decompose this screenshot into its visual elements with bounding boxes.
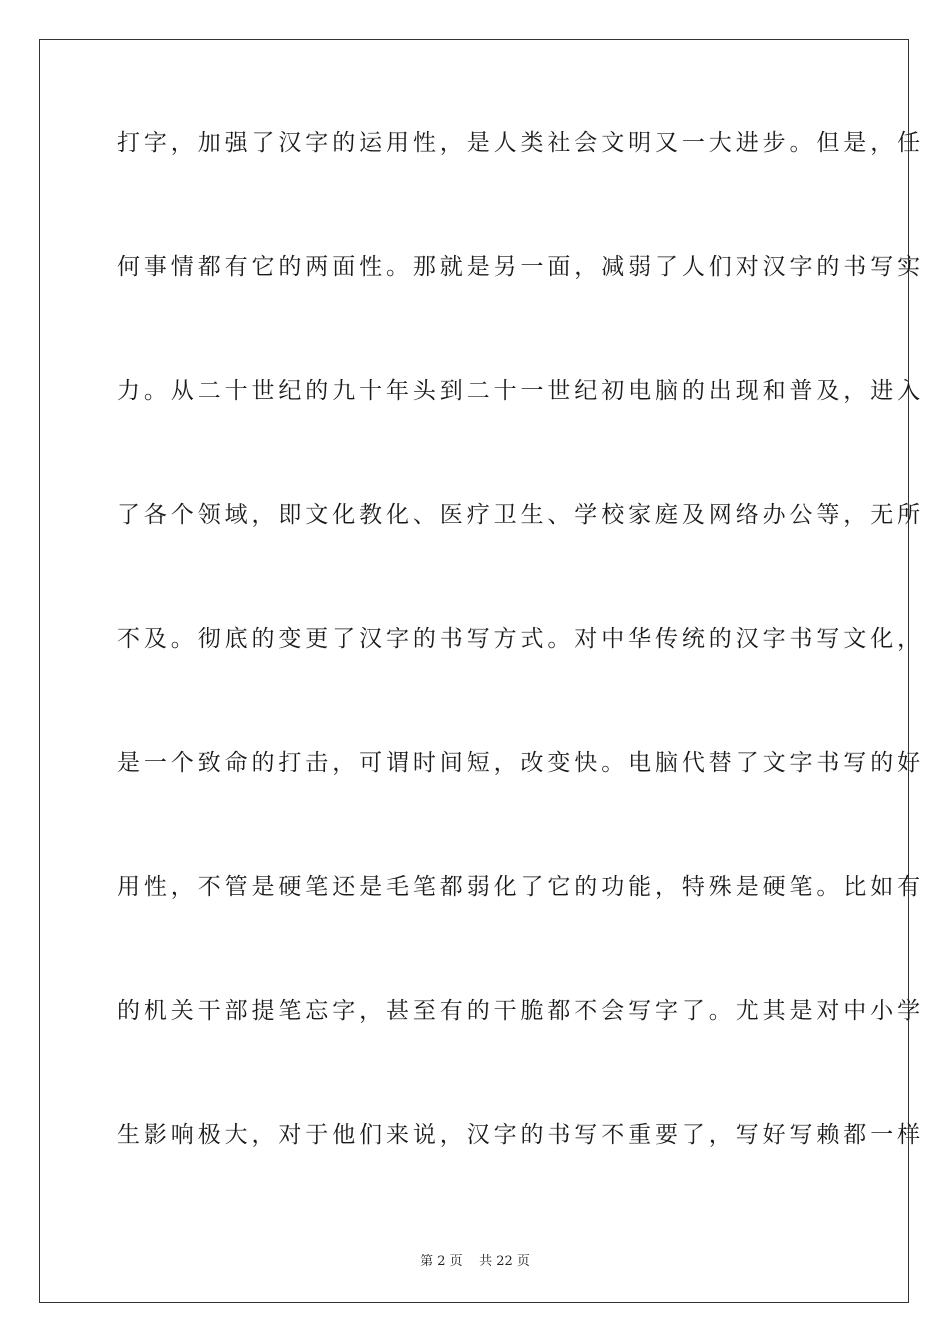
text-line: 不及。彻底的变更了汉字的书写方式。对中华传统的汉字书写文化，: [117, 626, 924, 652]
text-line: 的机关干部提笔忘字，甚至有的干脆都不会写字了。尤其是对中小学: [117, 998, 924, 1024]
text-line: 打字，加强了汉字的运用性，是人类社会文明又一大进步。但是，任: [117, 130, 924, 156]
text-line: 是一个致命的打击，可谓时间短，改变快。电脑代替了文字书写的好: [117, 750, 924, 776]
text-line: 生影响极大，对于他们来说，汉字的书写不重要了，写好写赖都一样: [117, 1122, 924, 1148]
document-body: [117, 126, 924, 1242]
text-line: 用性，不管是硬笔还是毛笔都弱化了它的功能，特殊是硬笔。比如有: [117, 874, 924, 900]
page-number-footer: 第 2 页 共 22 页: [420, 1254, 530, 1269]
text-line: 了各个领域，即文化教化、医疗卫生、学校家庭及网络办公等，无所: [117, 502, 924, 528]
text-line: 何事情都有它的两面性。那就是另一面，减弱了人们对汉字的书写实: [117, 254, 924, 280]
text-line: 力。从二十世纪的九十年头到二十一世纪初电脑的出现和普及，进入: [117, 378, 924, 404]
